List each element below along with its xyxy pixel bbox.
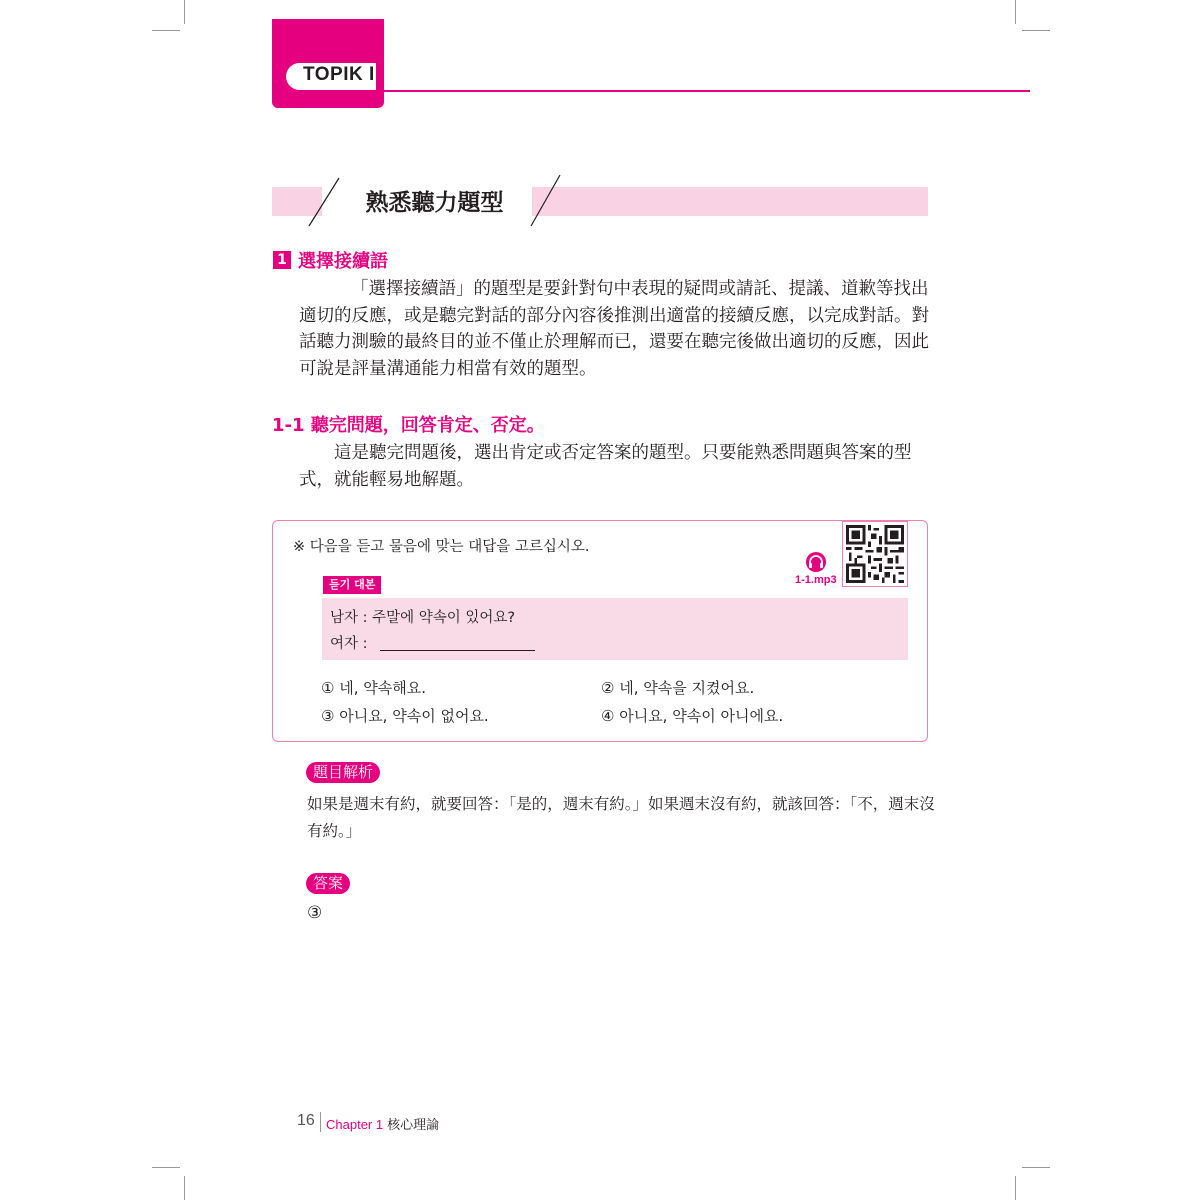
answer-value: ③ [307, 903, 323, 923]
listening-script-tag: 듣기 대본 [323, 576, 381, 594]
section-number-badge: 1 [273, 251, 291, 269]
answer-option-1[interactable]: ① 네, 약속해요. [321, 679, 426, 697]
headphone-icon[interactable] [805, 552, 827, 572]
footer-divider [320, 1112, 321, 1132]
crop-mark [1022, 30, 1050, 31]
answer-blank [380, 650, 535, 651]
analysis-tag: 題目解析 [306, 762, 380, 783]
page-number: 16 [297, 1112, 315, 1129]
audio-track-label[interactable]: 1-1.mp3 [795, 574, 837, 586]
crop-mark [1015, 1176, 1016, 1200]
header-tab-label: TOPIK I [303, 64, 375, 85]
answer-option-3[interactable]: ③ 아니요, 약속이 없어요. [321, 707, 489, 725]
header-rule [380, 90, 1030, 92]
answer-tag: 答案 [306, 873, 350, 894]
chapter-number: Chapter 1 [326, 1117, 384, 1132]
sub-subsection-title: 1-1 聽完問題，回答肯定、否定。 [272, 415, 545, 436]
subsection-paragraph [299, 276, 931, 383]
footer-chapter [326, 1114, 439, 1133]
dialog-line-female: 여자 : [330, 636, 368, 652]
answer-option-2[interactable]: ② 네, 약속을 지켰어요. [601, 679, 755, 697]
crop-mark [152, 1167, 180, 1168]
dialog-line-male: 남자 : 주말에 약속이 있어요? [330, 610, 516, 626]
paragraph-text: 「選擇接續語」的題型是要針對句中表現的疑問或請託、提議、道歉等找出適切的反應，或是聽完對話的部分內容後推測出適當的接續反應，以完成對話。對話聽力測驗的最終目的並不僅止於理解而已，還要在聽完後做出適切的反應，因此可說是評量溝通能力相當有效的題型。 [299, 279, 929, 380]
crop-mark [184, 0, 185, 24]
exercise-instruction: ※ 다음을 듣고 물음에 맞는 대답을 고르십시오. [293, 539, 590, 555]
crop-mark [152, 30, 180, 31]
chapter-title: 核心理論 [387, 1118, 440, 1133]
sub-subsection-paragraph [299, 440, 931, 493]
crop-mark [1015, 0, 1016, 24]
crop-mark [184, 1176, 185, 1200]
analysis-text: 如果是週末有約，就要回答：「是的，週末有約。」如果週末沒有約，就該回答：「不，週末沒有約。」 [307, 795, 935, 840]
answer-option-4[interactable]: ④ 아니요, 약속이 아니에요. [601, 707, 784, 725]
paragraph-text: 這是聽完問題後，選出肯定或否定答案的題型。只要能熟悉問題與答案的型式，就能輕易地解題。 [299, 443, 912, 490]
section-title: 熟悉聽力題型 [365, 190, 504, 216]
qr-code[interactable] [842, 521, 908, 587]
subsection-title: 選擇接續語 [298, 251, 388, 272]
crop-mark [1022, 1167, 1050, 1168]
